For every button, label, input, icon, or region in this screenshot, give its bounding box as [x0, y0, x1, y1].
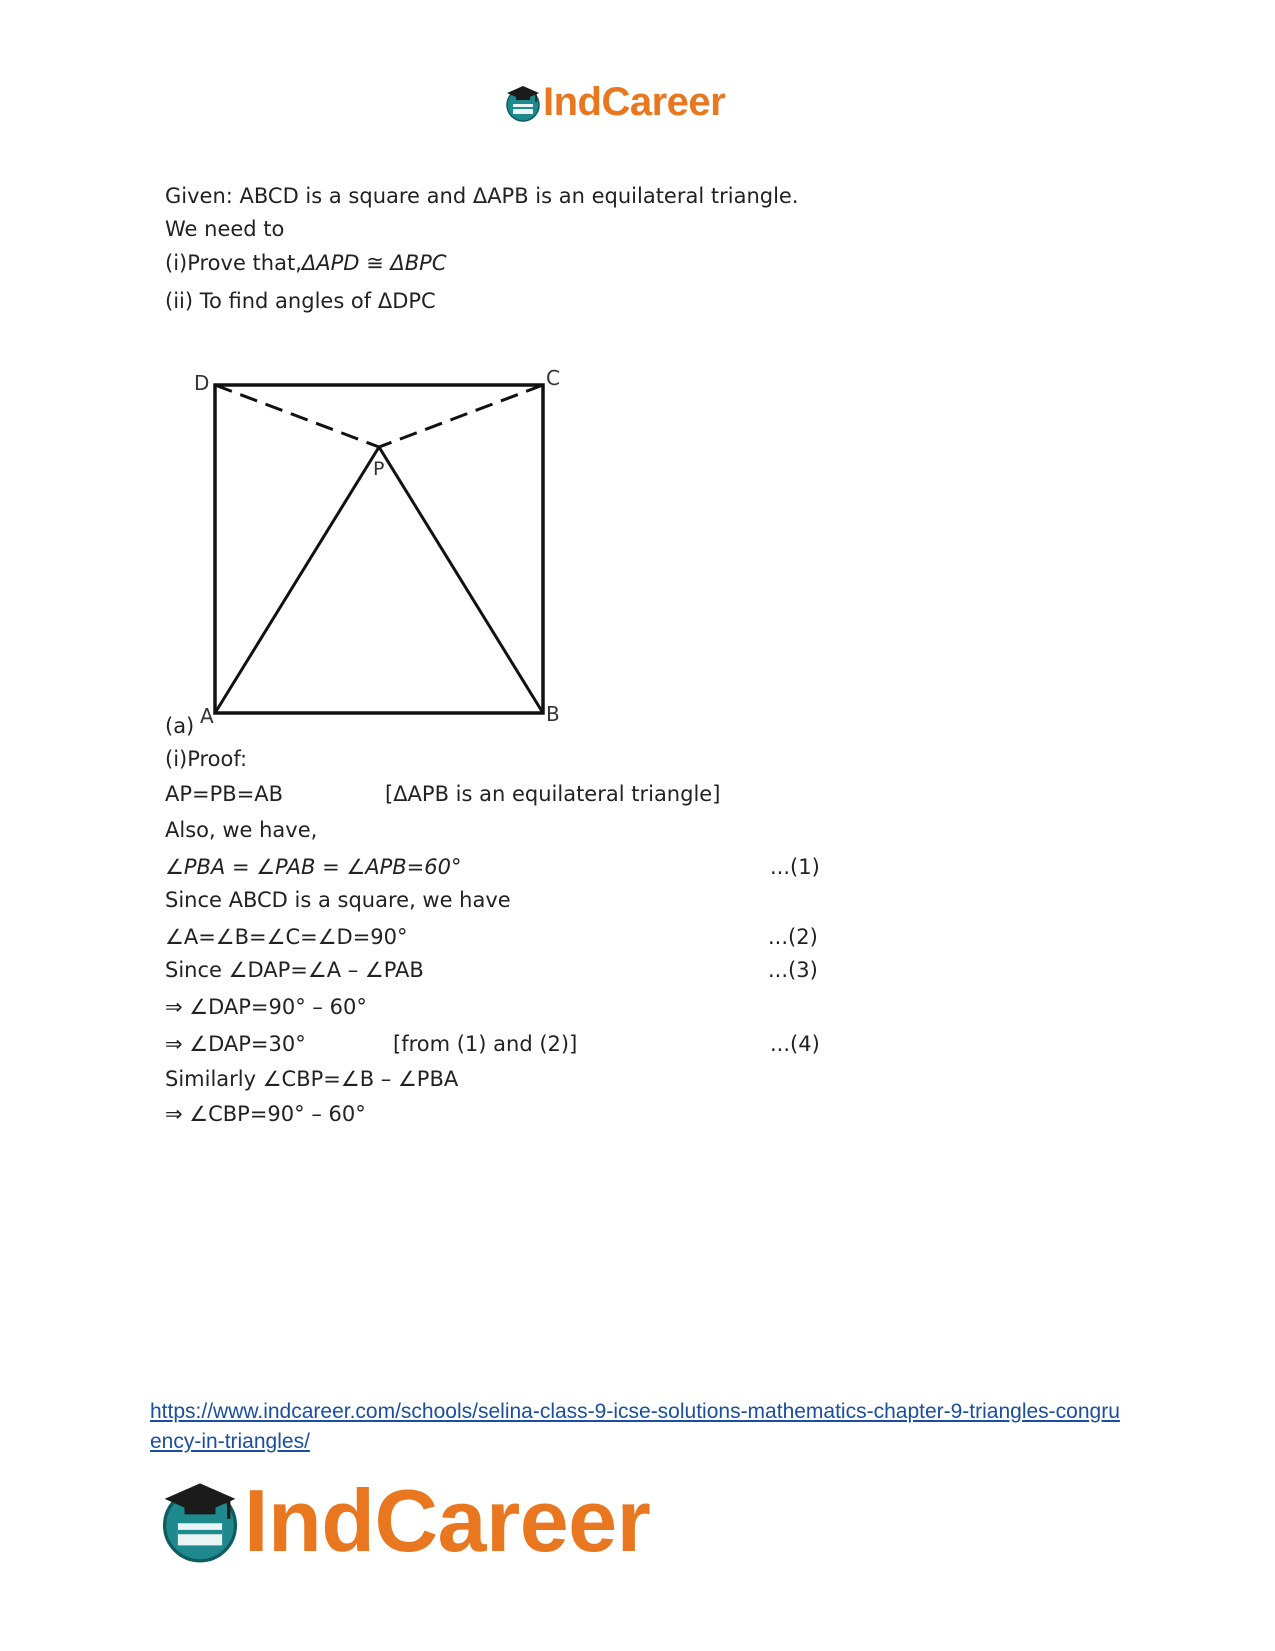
brand-name: IndCareer [543, 80, 726, 124]
segment-cp-dashed [379, 385, 543, 447]
part-one-math: ΔAPD ≅ ΔBPC [301, 251, 447, 275]
proof-line-8 [165, 1030, 820, 1058]
proof-line-2: Also, we have, [165, 818, 318, 842]
vertex-label-p: P [373, 458, 385, 480]
proof-line-6-text: Since ∠DAP=∠A – ∠PAB [165, 958, 424, 982]
brand-name-large: IndCareer [244, 1471, 651, 1570]
given-statement: Given: ABCD is a square and ΔAPB is an equilateral triangle. [165, 184, 799, 208]
part-label: (a) [165, 714, 195, 738]
vertex-label-a: A [200, 704, 214, 725]
proof-line-6 [165, 956, 818, 984]
proof-line-1-reason: [ΔAPB is an equilateral triangle] [385, 782, 721, 806]
part-one-prefix: (i)Prove that, [165, 251, 302, 275]
proof-line-5-ref: ...(2) [768, 925, 818, 949]
indcareer-logo-bottom [160, 1470, 650, 1572]
proof-line-1-text: AP=PB=AB [165, 782, 284, 806]
segment-ap [215, 447, 379, 713]
proof-line-4: Since ABCD is a square, we have [165, 888, 511, 912]
proof-line-9: Similarly ∠CBP=∠B – ∠PBA [165, 1067, 459, 1091]
square-triangle-figure [180, 365, 560, 725]
proof-line-5 [165, 923, 818, 951]
vertex-label-c: C [546, 366, 560, 390]
segment-bp [379, 447, 543, 713]
proof-line-3 [165, 853, 820, 881]
proof-label: (i)Proof: [165, 747, 248, 771]
proof-line-8-text: ⇒ ∠DAP=30° [165, 1032, 306, 1056]
part-two-statement: (ii) To find angles of ΔDPC [165, 289, 436, 313]
graduate-globe-icon [160, 1479, 240, 1563]
proof-line-6-ref: ...(3) [768, 958, 818, 982]
proof-line-3-text: ∠PBA = ∠PAB = ∠APB=60° [165, 855, 462, 879]
vertex-label-b: B [546, 702, 560, 725]
vertex-label-d: D [194, 371, 210, 395]
square-abcd [215, 385, 543, 713]
graduate-globe-icon [505, 84, 541, 122]
indcareer-logo-top [505, 80, 725, 125]
proof-line-8-ref: ...(4) [770, 1032, 820, 1056]
proof-line-1 [165, 780, 721, 808]
proof-line-7: ⇒ ∠DAP=90° – 60° [165, 995, 367, 1019]
proof-line-8-reason: [from (1) and (2)] [393, 1032, 578, 1056]
proof-line-10: ⇒ ∠CBP=90° – 60° [165, 1102, 366, 1126]
source-url-link[interactable]: https://www.indcareer.com/schools/selina-class-9-icse-solutions-mathematics-chapter-9-triangles-congruency-in-triangles/ [150, 1400, 1120, 1453]
need-statement: We need to [165, 217, 285, 241]
part-one-statement [165, 249, 447, 277]
proof-line-5-text: ∠A=∠B=∠C=∠D=90° [165, 925, 408, 949]
segment-dp-dashed [215, 385, 379, 447]
proof-line-3-ref: ...(1) [770, 855, 820, 879]
